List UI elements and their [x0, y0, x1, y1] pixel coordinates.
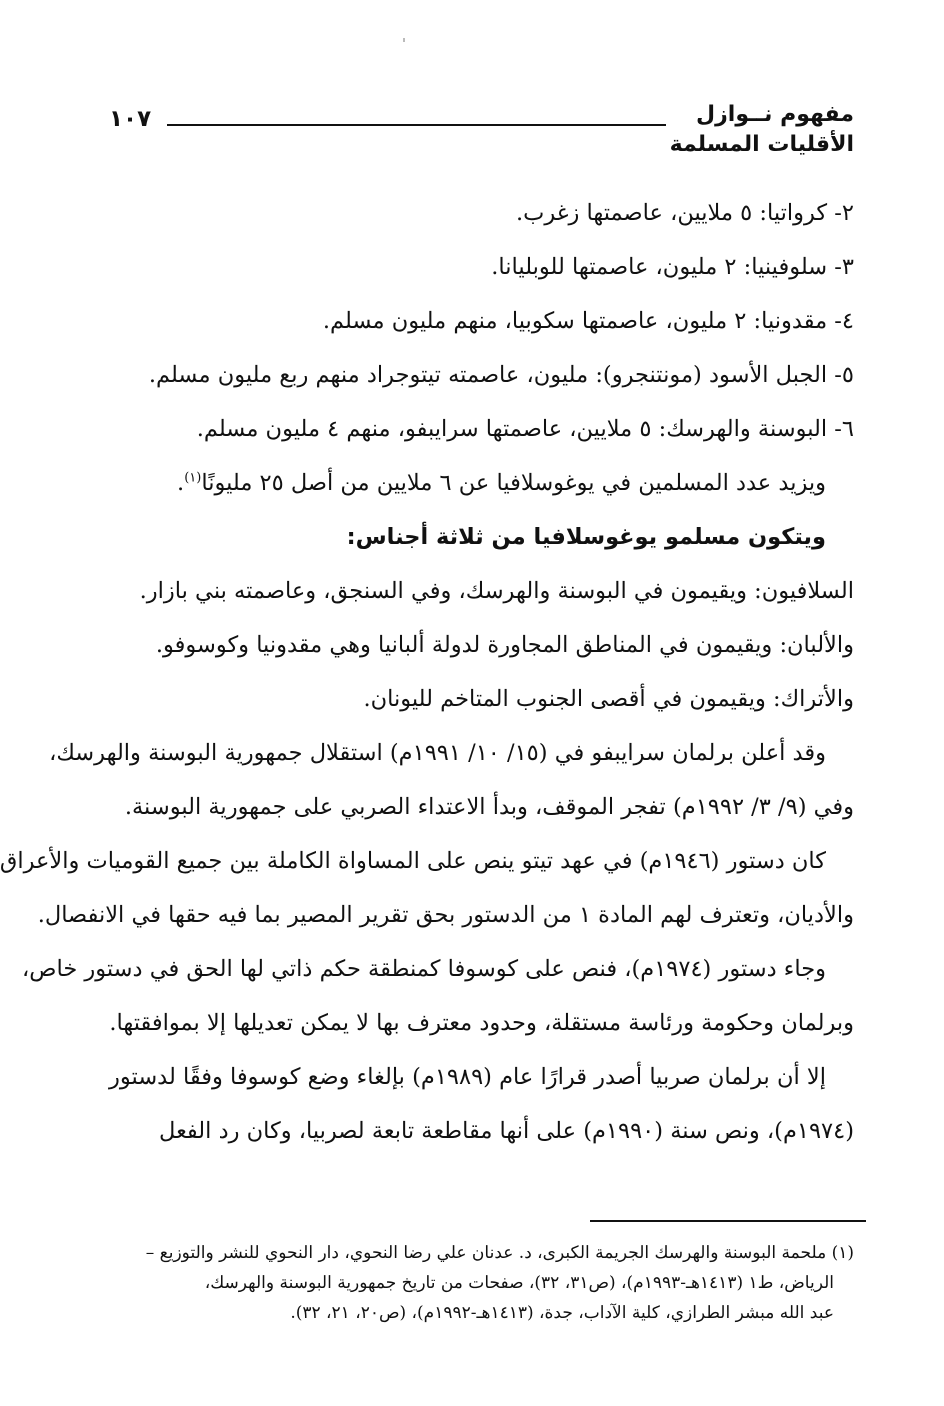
paragraph-line: ٢- كرواتيا: ٥ ملايين، عاصمتها زغرب. — [516, 200, 854, 226]
header-title-line2: الأقليات المسلمة — [669, 132, 854, 157]
footnote-separator — [590, 1220, 866, 1222]
footnote-reference[interactable]: (١) — [184, 470, 202, 486]
paragraph-line: والأديان، وتعترف لهم المادة ١ من الدستور بحق تقرير المصير بما فيه حقها في الانفصال. — [37, 902, 854, 928]
running-header — [109, 100, 854, 166]
paragraph-line: وفي (٩/ ٣/ ١٩٩٢م) تفجر الموقف، وبدأ الاعتداء الصربي على جمهورية البوسنة. — [124, 794, 854, 820]
header-rule — [167, 124, 666, 126]
footnotes — [105, 1238, 854, 1328]
body-text — [0, 186, 854, 1158]
paragraph-line: والأتراك: ويقيمون في أقصى الجنوب المتاخم لليونان. — [363, 686, 854, 712]
sentence-end: . — [177, 470, 185, 496]
header-title-line1: مفهوم نــوازل — [696, 102, 854, 127]
paragraph-line: ٣- سلوفينيا: ٢ مليون، عاصمتها للوبليانا. — [491, 254, 854, 280]
paragraph-line: وجاء دستور (١٩٧٤م)، فنص على كوسوفا كمنطقة حكم ذاتي لها الحق في دستور خاص، — [22, 956, 826, 982]
header-title — [670, 100, 854, 160]
paragraph-line: وقد أعلن برلمان سرايبفو في (١٥/ ١٠/ ١٩٩١م) استقلال جمهورية البوسنة والهرسك، — [49, 740, 826, 766]
paragraph-line: السلافيون: ويقيمون في البوسنة والهرسك، وفي السنجق، وعاصمته بني بازار. — [139, 578, 854, 604]
paragraph-line: (١٩٧٤م)، ونص سنة (١٩٩٠م) على أنها مقاطعة تابعة لصربيا، وكان رد الفعل — [159, 1118, 854, 1144]
paragraph-line: ٤- مقدونيا: ٢ مليون، عاصمتها سكوبيا، منهم مليون مسلم. — [322, 308, 854, 334]
paragraph-line: ٥- الجبل الأسود (مونتنجرو): مليون، عاصمته تيتوجراد منهم ربع مليون مسلم. — [148, 362, 854, 388]
footnote-line: الرياض، ط١ (١٤١٣هـ-١٩٩٣م)، (ص٣١، ٣٢)، صفحات من تاريخ جمهورية البوسنة والهرسك، — [204, 1273, 834, 1293]
footnote-line: عبد الله مبشر الطرازي، كلية الآداب، جدة، (١٤١٣هـ-١٩٩٢م)، (ص٢٠، ٢١، ٣٢). — [290, 1303, 834, 1323]
page-number: ١٠٧ — [109, 106, 152, 132]
paragraph-text: ويزيد عدد المسلمين في يوغوسلافيا عن ٦ ملايين من أصل ٢٥ مليونًا — [201, 470, 826, 496]
footnote-line: (١) ملحمة البوسنة والهرسك الجريمة الكبرى، د. عدنان علي رضا النحوي، دار النحوي للنشر والتوزيع – — [145, 1243, 854, 1263]
paragraph-line: والألبان: ويقيمون في المناطق المجاورة لدولة ألبانيا وهي مقدونيا وكوسوفو. — [155, 632, 854, 658]
section-heading: ويتكون مسلمو يوغوسلافيا من ثلاثة أجناس: — [346, 524, 826, 550]
paragraph-line: ٦- البوسنة والهرسك: ٥ ملايين، عاصمتها سرايبفو، منهم ٤ مليون مسلم. — [196, 416, 854, 442]
paragraph-line: كان دستور (١٩٤٦م) في عهد تيتو ينص على المساواة الكاملة بين جميع القوميات والأعراق — [0, 848, 826, 874]
paragraph-line: إلا أن برلمان صربيا أصدر قرارًا عام (١٩٨٩م) بإلغاء وضع كوسوفا وفقًا لدستور — [109, 1064, 826, 1090]
paragraph-line-with-footnote — [111, 456, 854, 510]
paragraph-line: وبرلمان وحكومة ورئاسة مستقلة، وحدود معترف بها لا يمكن تعديلها إلا بموافقتها. — [109, 1010, 854, 1036]
scan-mark — [403, 38, 405, 42]
